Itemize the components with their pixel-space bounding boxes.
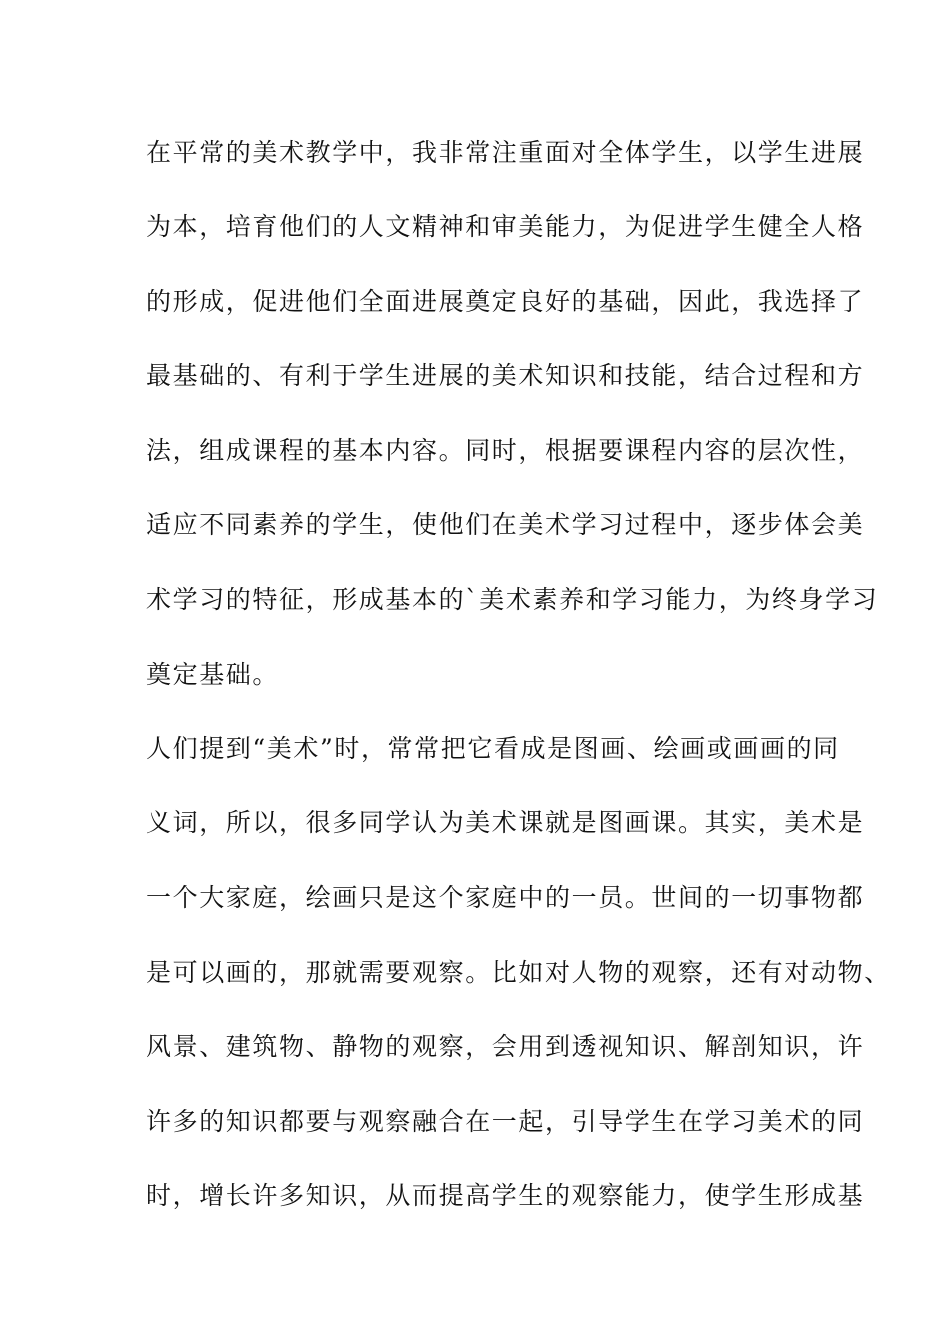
text-line: 术学习的特征，形成基本的`美术素养和学习能力，为终身学习 <box>146 585 879 614</box>
text-line: 许多的知识都要与观察融合在一起，引导学生在学习美术的同 <box>146 1107 865 1136</box>
text-line: 人们提到“美术”时，常常把它看成是图画、绘画或画画的同 <box>146 734 840 763</box>
text-line: 法，组成课程的基本内容。同时，根据要课程内容的层次性， <box>146 436 865 465</box>
text-line: 风景、建筑物、静物的观察，会用到透视知识、解剖知识，许 <box>146 1032 865 1061</box>
text-line: 是可以画的，那就需要观察。比如对人物的观察，还有对动物、 <box>146 958 891 987</box>
text-line: 为本，培育他们的人文精神和审美能力，为促进学生健全人格 <box>146 212 865 241</box>
text-line: 适应不同素养的学生，使他们在美术学习过程中，逐步体会美 <box>146 510 865 539</box>
text-line: 义词，所以，很多同学认为美术课就是图画课。其实，美术是 <box>146 808 865 837</box>
text-line: 奠定基础。 <box>146 660 280 689</box>
text-line: 一个大家庭，绘画只是这个家庭中的一员。世间的一切事物都 <box>146 883 865 912</box>
text-line: 的形成，促进他们全面进展奠定良好的基础，因此，我选择了 <box>146 287 865 316</box>
text-line: 在平常的美术教学中，我非常注重面对全体学生，以学生进展 <box>146 138 865 167</box>
text-line: 时，增长许多知识，从而提高学生的观察能力，使学生形成基 <box>146 1181 865 1210</box>
text-line: 最基础的、有利于学生进展的美术知识和技能，结合过程和方 <box>146 361 865 390</box>
